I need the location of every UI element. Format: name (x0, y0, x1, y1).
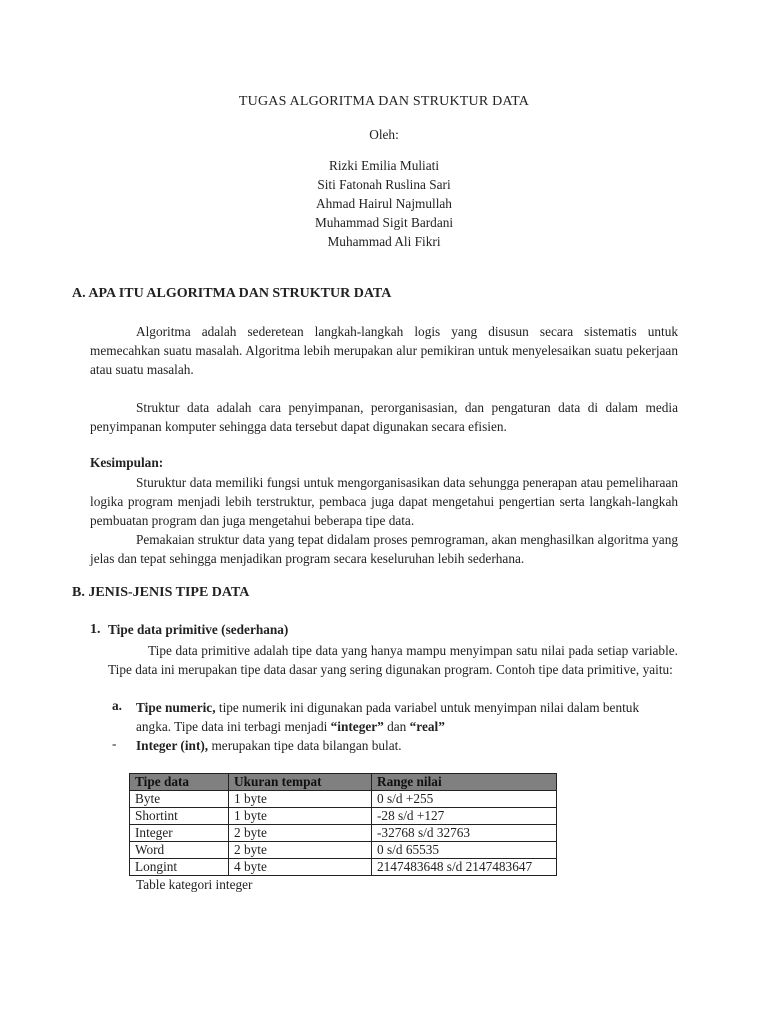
table-cell: -28 s/d +127 (372, 808, 557, 825)
numeric-term: Tipe numeric, (136, 700, 216, 715)
author-name: Siti Fatonah Ruslina Sari (317, 177, 451, 192)
table-cell: 4 byte (229, 859, 372, 876)
table-cell: Byte (130, 791, 229, 808)
column-header: Tipe data (130, 774, 229, 791)
table-caption: Table kategori integer (136, 877, 253, 892)
integer-term: “integer” (330, 719, 384, 734)
integer-category-table (129, 773, 557, 876)
table-cell: 2 byte (229, 842, 372, 859)
table-row (130, 842, 557, 859)
table-cell: 1 byte (229, 808, 372, 825)
integer-int-term: Integer (int), (136, 738, 209, 753)
numeric-text: tipe numerik ini digunakan pada variabel untuk menyimpan nilai dalam bentuk angka. Tipe data ini terbagi menjadi (136, 700, 640, 734)
conclusion-paragraph-2: Pemakaian struktur data yang tepat didalam proses pemrograman, akan menghasilkan algoritma yang jelas dan tepat sehingga menjadikan program secara keseluruhan lebih sederhana. (90, 532, 678, 566)
table-cell: -32768 s/d 32763 (372, 825, 557, 842)
integer-int-text: merupakan tipe data bilangan bulat. (208, 738, 402, 753)
author-name: Ahmad Hairul Najmullah (316, 196, 452, 211)
author-list (0, 156, 768, 251)
by-label: Oleh: (369, 127, 399, 142)
table-row (130, 825, 557, 842)
table-cell: Longint (130, 859, 229, 876)
paragraph-struktur-data: Struktur data adalah cara penyimpanan, perorganisasian, dan pengaturan data di dalam media penyimpanan komputer sehingga data tersebut dapat digunakan secara efisien. (90, 400, 678, 434)
and-text: dan (383, 719, 410, 734)
author-name: Muhammad Ali Fikri (327, 234, 441, 249)
list-marker-dash: - (112, 736, 117, 751)
item-title-primitive: Tipe data primitive (sederhana) (108, 622, 289, 637)
document-title: TUGAS ALGORITMA DAN STRUKTUR DATA (238, 94, 530, 109)
author-name: Muhammad Sigit Bardani (314, 215, 454, 230)
item-numeric (136, 698, 660, 736)
table-cell: 0 s/d +255 (372, 791, 557, 808)
column-header: Ukuran tempat (229, 774, 372, 791)
conclusion-paragraph-1: Sturuktur data memiliki fungsi untuk mengorganisasikan data sehungga penerapan atau pemeliharaan logika program menjadi lebih terstruktur, pembaca juga dapat mengetahui pengertian serta langkah-langkah pembuatan program dan juga mengetahui beberapa tipe data. (90, 475, 678, 528)
table-cell: 0 s/d 65535 (372, 842, 557, 859)
author-name: Rizki Emilia Muliati (328, 158, 440, 173)
item-integer (136, 736, 402, 755)
table-cell: Word (130, 842, 229, 859)
conclusion-label: Kesimpulan: (90, 455, 164, 470)
section-b-heading: B. JENIS-JENIS TIPE DATA (72, 585, 250, 600)
table-cell: 1 byte (229, 791, 372, 808)
table-row (130, 808, 557, 825)
table-row (130, 791, 557, 808)
table-cell: 2147483648 s/d 2147483647 (372, 859, 557, 876)
paragraph-primitive: Tipe data primitive adalah tipe data yang hanya mampu menyimpan satu nilai pada setiap variable. Tipe data ini merupakan tipe data dasar yang sering digunakan program. Contoh tipe data primitive, yaitu: (108, 643, 678, 677)
real-term: “real” (409, 719, 445, 734)
list-number: 1. (90, 622, 101, 637)
column-header: Range nilai (372, 774, 557, 791)
table-row (130, 859, 557, 876)
table-cell: 2 byte (229, 825, 372, 842)
table-cell: Shortint (130, 808, 229, 825)
section-a-heading: A. APA ITU ALGORITMA DAN STRUKTUR DATA (72, 286, 392, 301)
paragraph-algoritma: Algoritma adalah sederetean langkah-langkah logis yang disusun secara sistematis untuk memecahkan suatu masalah. Algoritma lebih merupakan alur pemikiran untuk menyelesaikan suatu pekerjaan atau suatu masalah. (90, 324, 678, 377)
table-cell: Integer (130, 825, 229, 842)
list-marker-a: a. (112, 698, 122, 713)
table-header-row (130, 774, 557, 791)
